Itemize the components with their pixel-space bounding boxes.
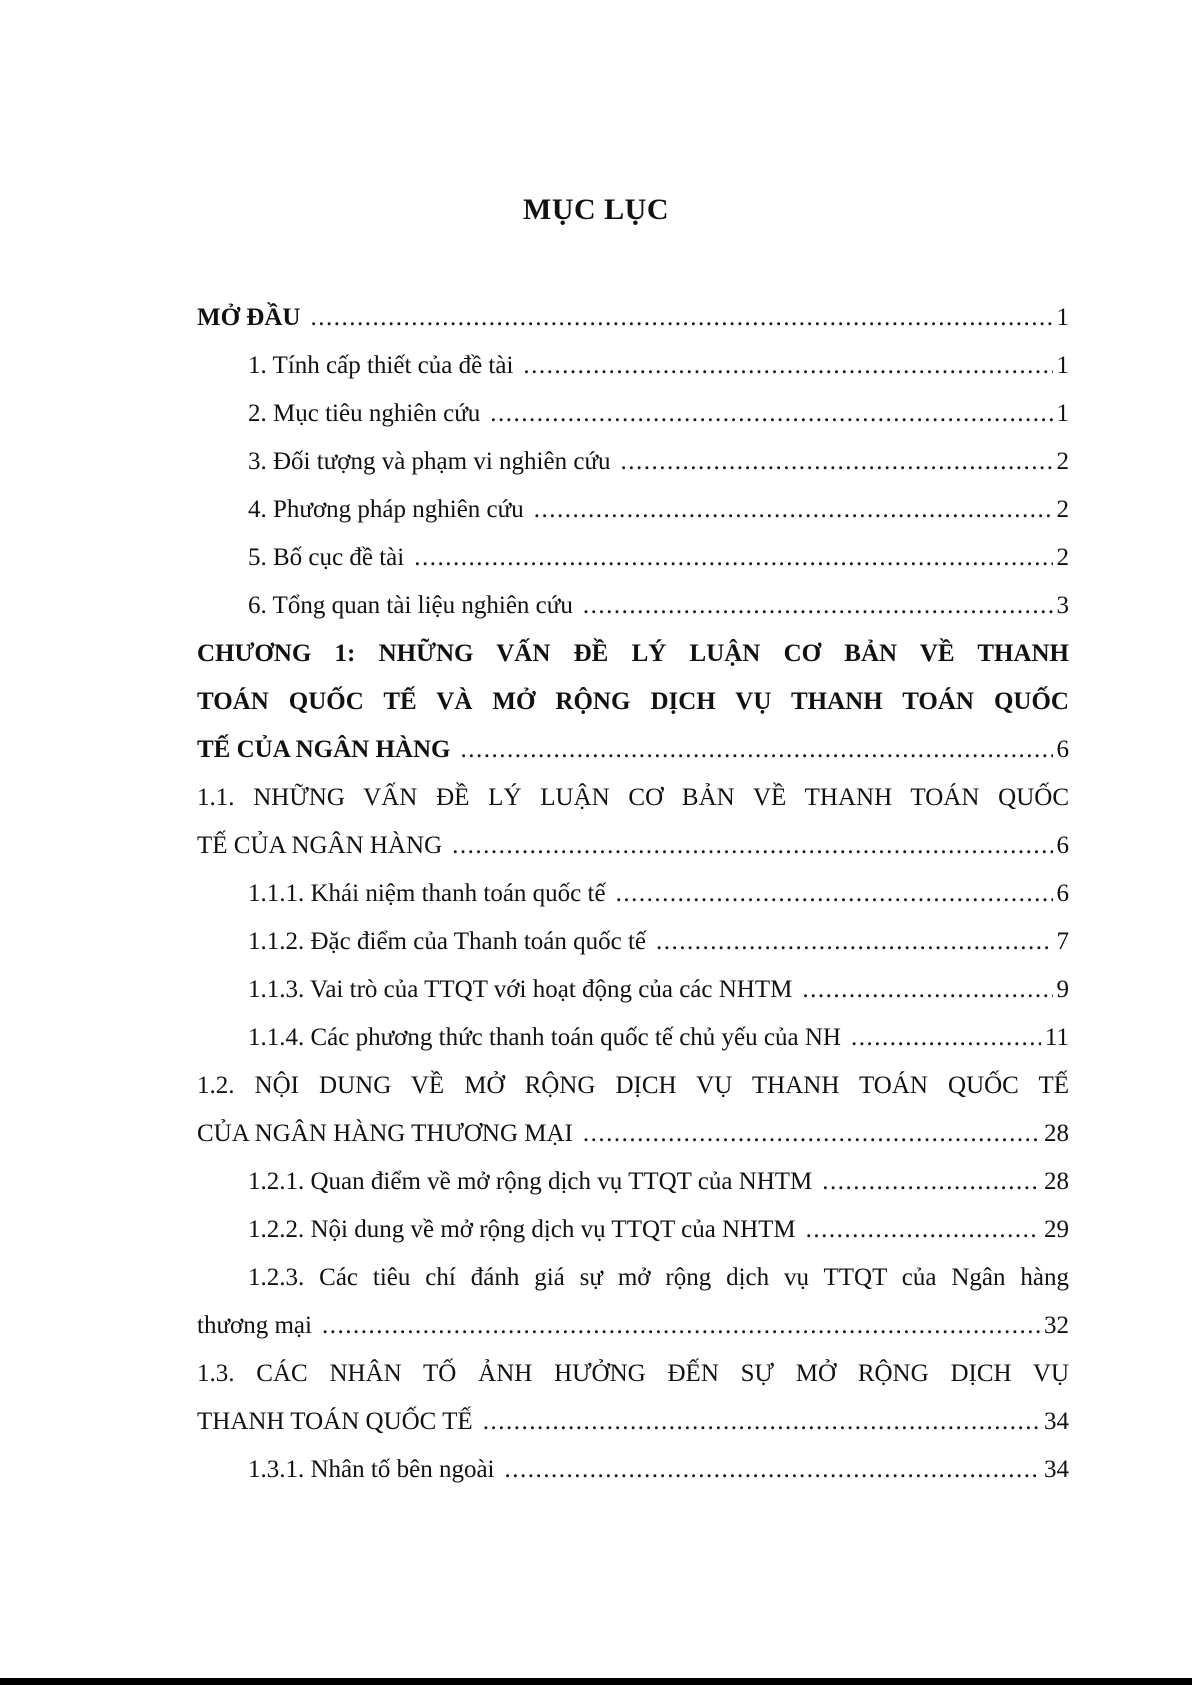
toc-entry-1-1-1[interactable] [197,870,1069,918]
toc-entry-label: 1.2.1. Quan điểm về mở rộng dịch vụ TTQT của NHTM [248,1168,813,1195]
dot-leader [523,342,1052,390]
toc-entry-label-line: 1.1. NHỮNG VẤN ĐỀ LÝ LUẬN CƠ BẢN VỀ THANH TOÁN QUỐC [197,784,1069,811]
toc-entry-label-line: TẾ CỦA NGÂN HÀNG [197,736,451,763]
toc-entry-label-line: 1.2.3. Các tiêu chí đánh giá sự mở rộng dịch vụ TTQT của Ngân hàng [248,1264,1069,1291]
dot-leader [583,582,1053,630]
dot-leader [656,918,1052,966]
toc-entry-label: 1. Tính cấp thiết của đề tài [248,352,514,379]
toc-page-number: 7 [1056,928,1069,955]
toc-entry-1-2-3[interactable] [197,1254,1069,1350]
toc-title: MỤC LỤC [523,193,669,226]
toc-page-number: 2 [1056,448,1069,475]
toc-entry-label: 4. Phương pháp nghiên cứu [248,496,524,523]
dot-leader [461,726,1053,774]
toc-entry-1-3-1[interactable] [197,1446,1069,1494]
toc-page-number: 1 [1056,400,1069,427]
toc-entry-1-2-2[interactable] [197,1206,1069,1254]
dot-leader [504,1446,1040,1494]
toc-entry-label: 3. Đối tượng và phạm vi nghiên cứu [248,448,611,475]
toc-entry-label: 1.1.2. Đặc điểm của Thanh toán quốc tế [248,928,647,955]
dot-leader [851,1014,1041,1062]
toc-entry-label: MỞ ĐẦU [197,304,301,331]
toc-entry-label-line: THANH TOÁN QUỐC TẾ [197,1408,473,1435]
dot-leader [310,294,1052,342]
page-bottom-edge [0,1678,1192,1685]
dot-leader [583,1110,1040,1158]
toc-entry-3[interactable] [197,438,1069,486]
toc-entry-label: 2. Mục tiêu nghiên cứu [248,400,481,427]
toc-page-number: 1 [1056,304,1069,331]
dot-leader [452,822,1052,870]
toc-entry-label: 1.1.4. Các phương thức thanh toán quốc tế chủ yếu của NH [248,1024,841,1051]
dot-leader [822,1158,1040,1206]
toc-entry-1-1-3[interactable] [197,966,1069,1014]
toc-page-number: 28 [1044,1168,1069,1195]
toc-entry-chapter-1[interactable] [197,630,1069,774]
toc-page-number: 6 [1056,880,1069,907]
toc-entry-label: 6. Tổng quan tài liệu nghiên cứu [248,592,573,619]
toc-page-number: 2 [1056,496,1069,523]
dot-leader [802,966,1052,1014]
toc-entry-label: 1.1.1. Khái niệm thanh toán quốc tế [248,880,606,907]
toc-entry-6[interactable] [197,582,1069,630]
toc-entry-1-2-1[interactable] [197,1158,1069,1206]
toc-entry-label: 1.1.3. Vai trò của TTQT với hoạt động của các NHTM [248,976,793,1003]
toc-page-number: 32 [1044,1312,1069,1339]
toc-page-number: 34 [1044,1408,1069,1435]
toc-entry-1-1[interactable] [197,774,1069,870]
toc-entry-1-1-2[interactable] [197,918,1069,966]
toc-entry-5[interactable] [197,534,1069,582]
toc-page-number: 28 [1044,1120,1069,1147]
toc-entry-label: 5. Bố cục đề tài [248,544,405,571]
toc-entry-label: 1.3.1. Nhân tố bên ngoài [248,1456,495,1483]
dot-leader [490,390,1052,438]
dot-leader [414,534,1052,582]
table-of-contents [197,294,1069,1494]
dot-leader [806,1206,1040,1254]
toc-entry-4[interactable] [197,486,1069,534]
toc-entry-introduction[interactable] [197,294,1069,342]
toc-entry-1-3[interactable] [197,1350,1069,1446]
dot-leader [534,486,1053,534]
toc-entry-label-line: 1.2. NỘI DUNG VỀ MỞ RỘNG DỊCH VỤ THANH TOÁN QUỐC TẾ [197,1072,1069,1099]
toc-page-number: 6 [1056,832,1069,859]
toc-entry-1[interactable] [197,342,1069,390]
dot-leader [621,438,1053,486]
toc-entry-1-1-4[interactable] [197,1014,1069,1062]
dot-leader [616,870,1053,918]
toc-entry-label-line: 1.3. CÁC NHÂN TỐ ẢNH HƯỞNG ĐẾN SỰ MỞ RỘNG DỊCH VỤ [197,1360,1069,1387]
toc-entry-label-line: thương mại [197,1312,312,1339]
toc-entry-label-line: CHƯƠNG 1: NHỮNG VẤN ĐỀ LÝ LUẬN CƠ BẢN VỀ THANH [197,640,1069,667]
toc-page-number: 1 [1056,352,1069,379]
toc-entry-label-line: TẾ CỦA NGÂN HÀNG [197,832,443,859]
toc-page-number: 3 [1056,592,1069,619]
dot-leader [483,1398,1040,1446]
toc-page-number: 9 [1056,976,1069,1003]
toc-entry-label-line: CỦA NGÂN HÀNG THƯƠNG MẠI [197,1120,573,1147]
toc-entry-label: 1.2.2. Nội dung về mở rộng dịch vụ TTQT của NHTM [248,1216,796,1243]
toc-entry-label-line: TOÁN QUỐC TẾ VÀ MỞ RỘNG DỊCH VỤ THANH TOÁN QUỐC [197,688,1069,715]
dot-leader [322,1302,1040,1350]
toc-page-number: 6 [1056,736,1069,763]
toc-page-number: 11 [1044,1024,1069,1051]
toc-entry-2[interactable] [197,390,1069,438]
toc-page-number: 34 [1044,1456,1069,1483]
toc-page-number: 29 [1044,1216,1069,1243]
toc-page-number: 2 [1056,544,1069,571]
toc-entry-1-2[interactable] [197,1062,1069,1158]
